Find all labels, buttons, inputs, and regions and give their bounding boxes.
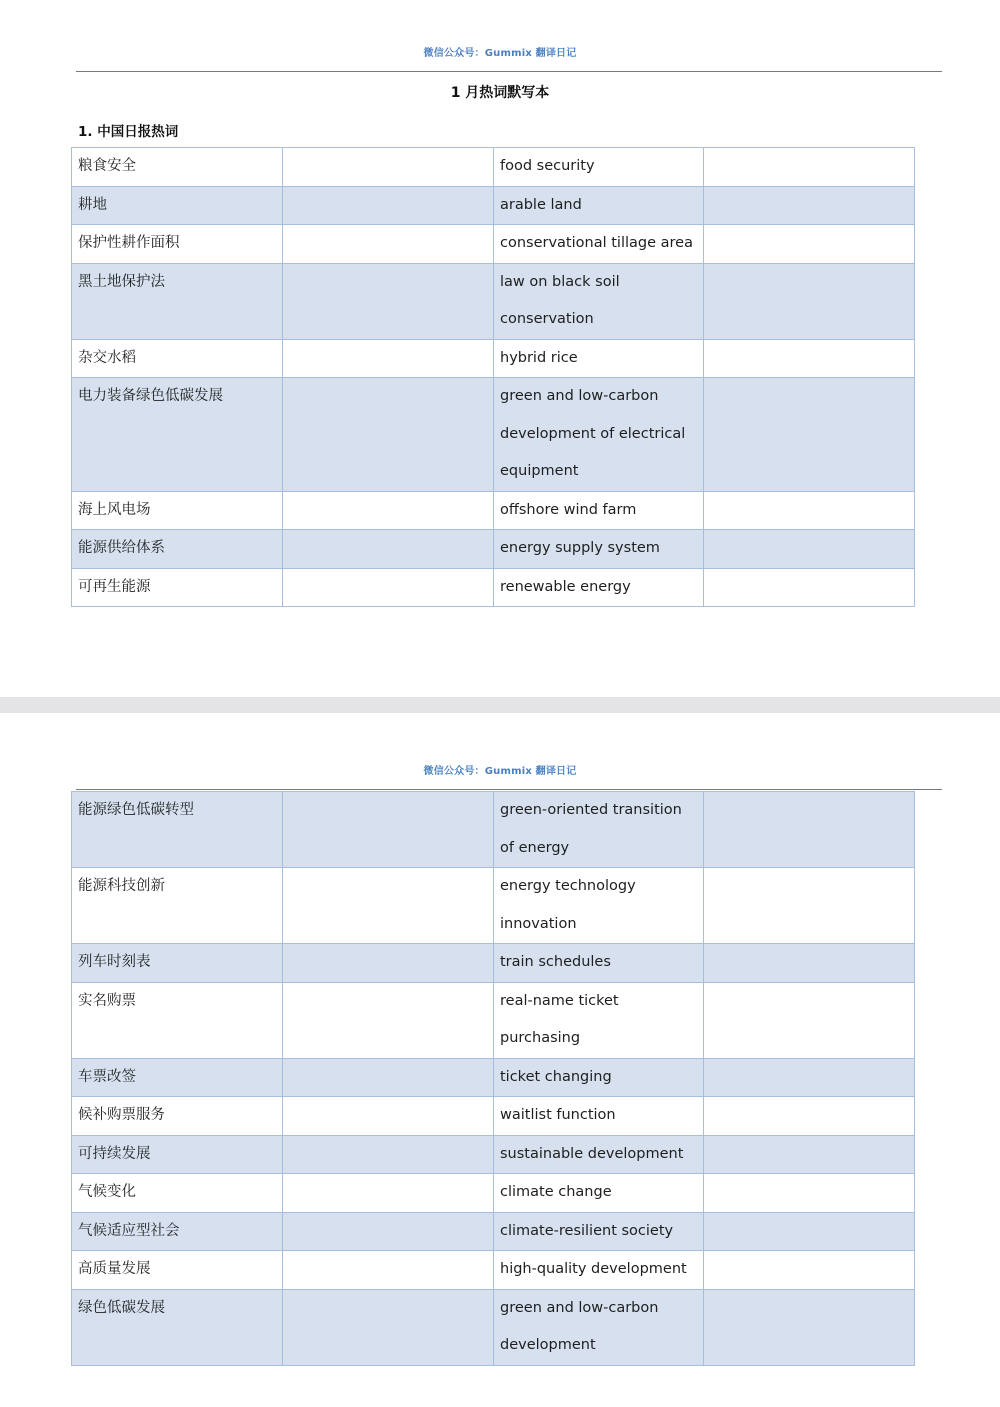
document-page-1 — [0, 0, 1000, 697]
blank-answer-cell[interactable] — [283, 982, 494, 1058]
blank-answer-cell[interactable] — [283, 225, 494, 264]
term-english: conservational tillage area — [494, 225, 704, 264]
blank-answer-cell[interactable] — [704, 1135, 915, 1174]
term-english: green and low-carbon development of electrical equipment — [494, 378, 704, 492]
table-row — [72, 186, 915, 225]
blank-answer-cell[interactable] — [283, 1289, 494, 1365]
table-row — [72, 263, 915, 339]
term-chinese: 候补购票服务 — [72, 1097, 283, 1136]
table-row — [72, 1174, 915, 1213]
blank-answer-cell[interactable] — [283, 944, 494, 983]
blank-answer-cell[interactable] — [283, 1097, 494, 1136]
blank-answer-cell[interactable] — [704, 792, 915, 868]
term-chinese: 气候适应型社会 — [72, 1212, 283, 1251]
document-title: 1 月热词默写本 — [450, 85, 550, 101]
term-chinese: 能源绿色低碳转型 — [72, 792, 283, 868]
term-chinese: 车票改签 — [72, 1058, 283, 1097]
term-chinese: 杂交水稻 — [72, 339, 283, 378]
term-english: climate-resilient society — [494, 1212, 704, 1251]
term-chinese: 能源科技创新 — [72, 868, 283, 944]
blank-answer-cell[interactable] — [704, 491, 915, 530]
blank-answer-cell[interactable] — [283, 378, 494, 492]
blank-answer-cell[interactable] — [283, 186, 494, 225]
table-row — [72, 339, 915, 378]
glossary-table-page-1 — [71, 147, 915, 607]
document-page-2 — [0, 713, 1000, 1407]
term-english: renewable energy — [494, 568, 704, 607]
table-row — [72, 1289, 915, 1365]
blank-answer-cell[interactable] — [704, 944, 915, 983]
page-separator — [0, 697, 1000, 713]
table-row — [72, 792, 915, 868]
blank-answer-cell[interactable] — [283, 792, 494, 868]
term-english: green and low-carbon development — [494, 1289, 704, 1365]
blank-answer-cell[interactable] — [704, 148, 915, 187]
table-row — [72, 1212, 915, 1251]
header-divider — [76, 71, 942, 72]
term-chinese: 保护性耕作面积 — [72, 225, 283, 264]
blank-answer-cell[interactable] — [704, 378, 915, 492]
blank-answer-cell[interactable] — [283, 263, 494, 339]
term-english: hybrid rice — [494, 339, 704, 378]
term-english: law on black soil conservation — [494, 263, 704, 339]
term-english: high-quality development — [494, 1251, 704, 1290]
blank-answer-cell[interactable] — [704, 1058, 915, 1097]
blank-answer-cell[interactable] — [704, 982, 915, 1058]
table-row — [72, 982, 915, 1058]
table-row — [72, 868, 915, 944]
table-row — [72, 148, 915, 187]
term-chinese: 耕地 — [72, 186, 283, 225]
glossary-table-page-2 — [71, 791, 915, 1366]
term-chinese: 黑土地保护法 — [72, 263, 283, 339]
term-english: energy supply system — [494, 530, 704, 569]
term-chinese: 海上风电场 — [72, 491, 283, 530]
blank-answer-cell[interactable] — [283, 568, 494, 607]
term-english: food security — [494, 148, 704, 187]
blank-answer-cell[interactable] — [704, 868, 915, 944]
term-english: arable land — [494, 186, 704, 225]
table-row — [72, 378, 915, 492]
term-chinese: 列车时刻表 — [72, 944, 283, 983]
page-header-account: 微信公众号：Gummix 翻译日记 — [423, 48, 577, 59]
table-row — [72, 568, 915, 607]
table-row — [72, 1251, 915, 1290]
blank-answer-cell[interactable] — [283, 1251, 494, 1290]
term-english: real-name ticket purchasing — [494, 982, 704, 1058]
term-english: sustainable development — [494, 1135, 704, 1174]
blank-answer-cell[interactable] — [704, 530, 915, 569]
term-chinese: 电力装备绿色低碳发展 — [72, 378, 283, 492]
table-row — [72, 491, 915, 530]
header-divider — [76, 789, 942, 790]
term-chinese: 绿色低碳发展 — [72, 1289, 283, 1365]
blank-answer-cell[interactable] — [704, 263, 915, 339]
blank-answer-cell[interactable] — [704, 1097, 915, 1136]
table-row — [72, 1058, 915, 1097]
blank-answer-cell[interactable] — [704, 1251, 915, 1290]
term-chinese: 能源供给体系 — [72, 530, 283, 569]
term-english: energy technology innovation — [494, 868, 704, 944]
term-chinese: 可再生能源 — [72, 568, 283, 607]
blank-answer-cell[interactable] — [704, 1289, 915, 1365]
blank-answer-cell[interactable] — [283, 868, 494, 944]
term-chinese: 高质量发展 — [72, 1251, 283, 1290]
blank-answer-cell[interactable] — [283, 148, 494, 187]
table-row — [72, 530, 915, 569]
table-row — [72, 944, 915, 983]
blank-answer-cell[interactable] — [283, 339, 494, 378]
term-english: ticket changing — [494, 1058, 704, 1097]
blank-answer-cell[interactable] — [283, 1174, 494, 1213]
table-row — [72, 225, 915, 264]
blank-answer-cell[interactable] — [283, 491, 494, 530]
blank-answer-cell[interactable] — [704, 186, 915, 225]
blank-answer-cell[interactable] — [704, 568, 915, 607]
term-chinese: 可持续发展 — [72, 1135, 283, 1174]
term-english: offshore wind farm — [494, 491, 704, 530]
term-english: waitlist function — [494, 1097, 704, 1136]
term-chinese: 粮食安全 — [72, 148, 283, 187]
term-english: train schedules — [494, 944, 704, 983]
table-row — [72, 1097, 915, 1136]
blank-answer-cell[interactable] — [704, 1212, 915, 1251]
page-header-account: 微信公众号：Gummix 翻译日记 — [423, 766, 577, 777]
term-chinese: 气候变化 — [72, 1174, 283, 1213]
term-chinese: 实名购票 — [72, 982, 283, 1058]
section-title: 1. 中国日报热词 — [78, 124, 179, 140]
blank-answer-cell[interactable] — [283, 1135, 494, 1174]
blank-answer-cell[interactable] — [283, 530, 494, 569]
blank-answer-cell[interactable] — [704, 339, 915, 378]
blank-answer-cell[interactable] — [704, 225, 915, 264]
term-english: green-oriented transition of energy — [494, 792, 704, 868]
blank-answer-cell[interactable] — [283, 1058, 494, 1097]
table-row — [72, 1135, 915, 1174]
blank-answer-cell[interactable] — [283, 1212, 494, 1251]
blank-answer-cell[interactable] — [704, 1174, 915, 1213]
term-english: climate change — [494, 1174, 704, 1213]
